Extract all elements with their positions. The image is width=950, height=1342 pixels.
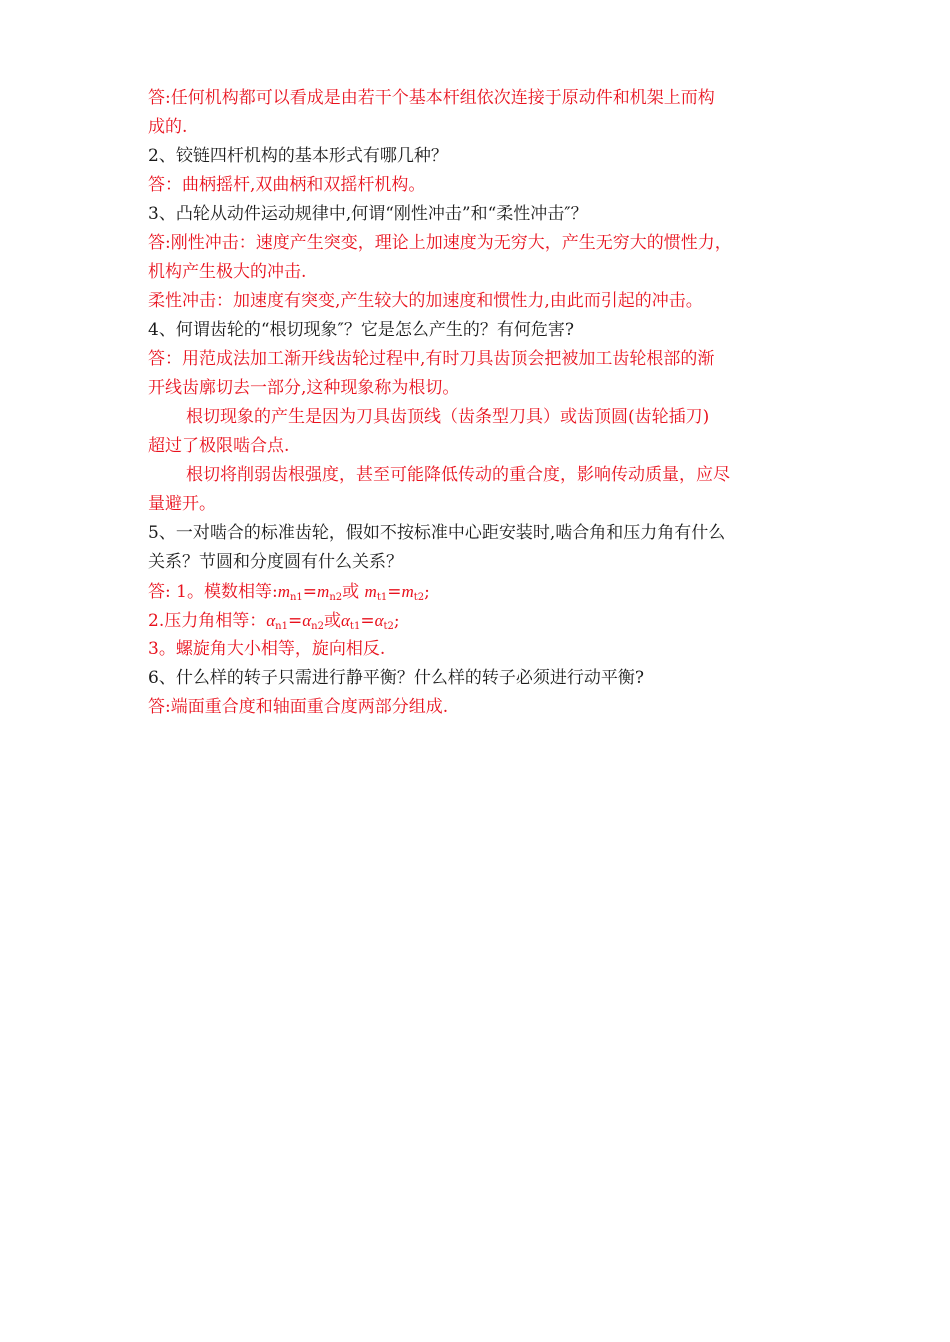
alpha-symbol: α [266, 611, 276, 630]
answer-5-line-2-prefix: 2.压力角相等： [148, 611, 267, 631]
question-6: 6、什么样的转子只需进行静平衡？什么样的转子必须进行动平衡? [148, 668, 644, 688]
answer-5-line-3: 3。螺旋角大小相等，旋向相反. [148, 639, 386, 659]
alpha-symbol: α [374, 611, 384, 630]
answer-3-line-3: 柔性冲击：加速度有突变,产生较大的加速度和惯性力,由此而引起的冲击。 [148, 291, 703, 311]
subscript: n1 [289, 592, 303, 603]
subscript: t1 [349, 621, 361, 632]
answer-3-line-2: 机构产生极大的冲击. [148, 262, 307, 282]
answer-4-line-1: 答：用范成法加工渐开线齿轮过程中,有时刀具齿顶会把被加工齿轮根部的渐 [148, 349, 715, 369]
semicolon: ; [424, 582, 430, 602]
answer-1-line-2: 成的. [148, 117, 188, 137]
subscript: n2 [329, 592, 343, 603]
answer-4-line-6: 量避开。 [148, 494, 216, 514]
alpha-symbol: α [340, 611, 350, 630]
question-4: 4、何谓齿轮的“根切现象″？它是怎么产生的？有何危害? [148, 320, 574, 340]
semicolon: ; [393, 611, 400, 631]
question-5-line-2: 关系？节圆和分度圆有什么关系？ [148, 552, 403, 572]
answer-6: 答:端面重合度和轴面重合度两部分组成. [148, 697, 449, 717]
answer-5-line-1-prefix: 答: 1。模数相等: [148, 582, 278, 602]
equals: = [302, 582, 318, 602]
answer-4-line-5: 根切将削弱齿根强度，甚至可能降低传动的重合度，影响传动质量，应尽 [186, 465, 730, 485]
answer-4-line-4: 超过了极限啮合点. [148, 436, 290, 456]
subscript: t2 [383, 621, 394, 632]
subscript: n2 [311, 621, 324, 632]
answer-1-line-1: 答:任何机构都可以看成是由若干个基本杆组依次连接于原动件和机架上而构 [148, 88, 715, 108]
equals: = [387, 582, 402, 602]
or-text: 或 [323, 611, 341, 631]
equals: = [287, 611, 303, 631]
or-text: 或 [342, 582, 365, 602]
answer-4-line-2: 开线齿廓切去一部分,这种现象称为根切。 [148, 378, 460, 398]
subscript: n1 [275, 621, 288, 632]
modulus-symbol: m [364, 582, 377, 601]
subscript: t2 [413, 592, 425, 603]
question-2: 2、铰链四杆机构的基本形式有哪几种？ [148, 146, 448, 166]
answer-5-line-2 [148, 606, 808, 635]
question-5-line-1: 5、一对啮合的标准齿轮，假如不按标准中心距安装时,啮合角和压力角有什么 [148, 523, 726, 543]
answer-2: 答：曲柄摇杆,双曲柄和双摇杆机构。 [148, 175, 426, 195]
modulus-symbol: m [317, 582, 330, 601]
alpha-symbol: α [302, 611, 312, 630]
answer-4-line-3: 根切现象的产生是因为刀具齿顶线（齿条型刀具）或齿顶圆(齿轮插刀) [186, 407, 710, 427]
modulus-symbol: m [401, 582, 414, 601]
answer-3-line-1: 答:刚性冲击：速度产生突变，理论上加速度为无穷大，产生无穷大的惯性力， [148, 233, 732, 253]
equals: = [360, 611, 375, 631]
question-3: 3、凸轮从动件运动规律中,何谓“刚性冲击”和“柔性冲击″？ [148, 204, 588, 224]
answer-5-line-1 [148, 577, 808, 606]
document-page [148, 84, 808, 722]
subscript: t1 [376, 592, 388, 603]
modulus-symbol: m [277, 582, 290, 601]
